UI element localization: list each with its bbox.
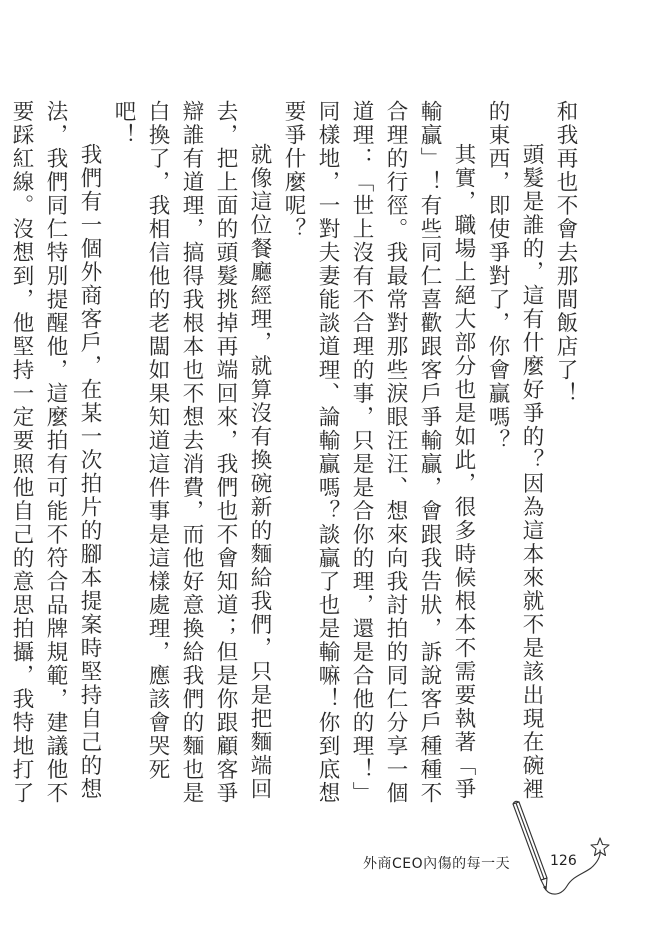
- paragraph-3: 其實，職場上絕大部分也是如此，很多時候根本不需要執著「爭輸贏」！有些同仁喜歡跟客戶爭輸贏，會跟我告狀，訴說客戶種種不合理的行徑。我最常對那些淚眼汪汪、想來向我討拍的同仁分享一個道理：「世上沒有不合理的事，只是是合你的理，還是合他的理！」同樣地，一對夫妻能談道理、論輸贏嗎？談贏了也是輸嘛！你到底想要爭什麼呢？: [281, 100, 476, 805]
- paragraph-5: 我們有一個外商客戶，在某一次拍片的腳本提案時堅持自己的想法，我們同仁特別提醒他，這麼拍有可能不符合品牌規範，建議他不要踩紅線。沒想到，他堅持一定要照他自己的意思拍攝，我特地打了: [9, 100, 102, 805]
- page-number: 126: [550, 853, 577, 869]
- paragraph-2: 頭髮是誰的，這有什麼好爭的？因為這本來就不是該出現在碗裡的東西，即使爭對了，你會贏嗎？: [485, 100, 544, 801]
- body-text: [9, 100, 582, 820]
- paragraph-4: 就像這位餐廳經理，就算沒有換碗新的麵給我們，只是把麵端回去，把上面的頭髮挑掉再端回來，我們也不會知道；但是你跟顧客爭辯誰有道理，搞得我根本也不想去消費，而他好意換給我們的麵也是白換了，我相信他的老闆如果知道這件事是這樣處理，應該會哭死吧！: [111, 100, 272, 805]
- footer-book-title: 外商CEO內傷的每一天: [363, 856, 511, 872]
- pencil-with-star-icon: [505, 800, 625, 900]
- paragraph-1: 和我再也不會去那間飯店了！: [553, 100, 578, 406]
